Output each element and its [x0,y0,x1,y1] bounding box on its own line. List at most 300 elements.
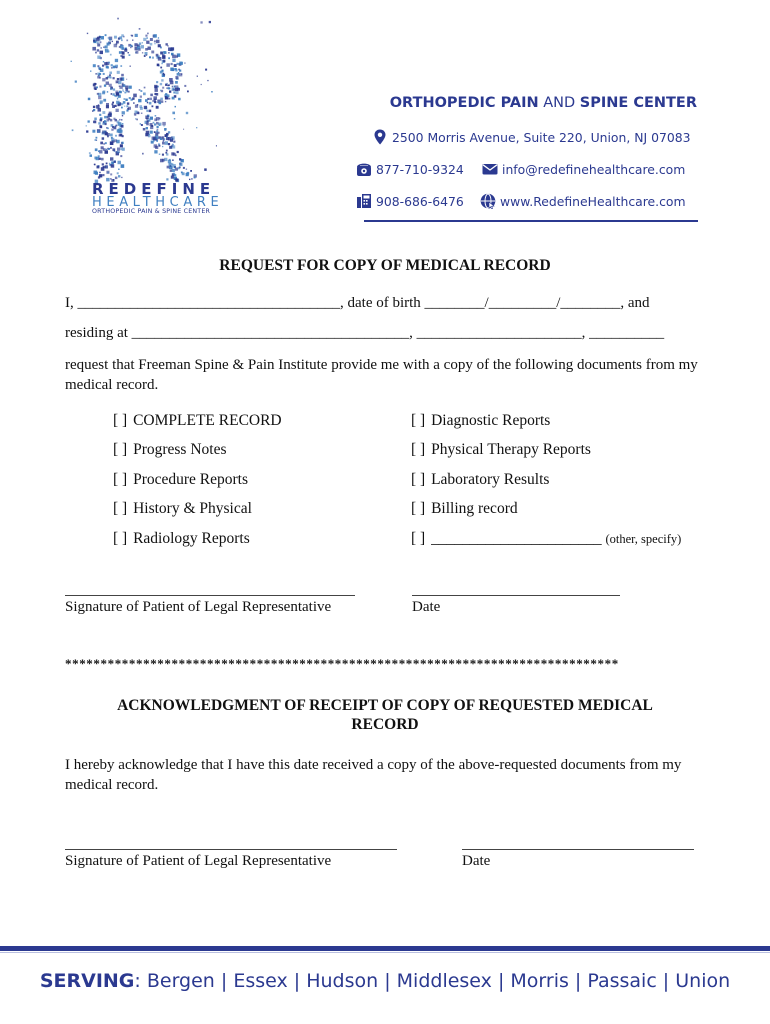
option-laboratory-results[interactable] [411,471,549,489]
logo-dot [162,122,166,126]
logo-dot [155,115,157,117]
logo-dot [95,139,97,141]
serving-label: SERVING [39,970,135,992]
logo-dot [120,45,124,49]
logo-dot [187,91,189,93]
logo-dot [110,119,113,122]
logo-dot [102,163,104,165]
logo-dot [110,88,112,90]
ack-date-line[interactable] [462,849,694,850]
option-physical-therapy-reports[interactable] [411,441,591,459]
logo-dot [105,142,107,144]
logo-dot [112,41,113,42]
logo-dot [153,140,155,142]
logo-dot [109,84,112,87]
logo-dot [138,99,141,102]
logo-dot [130,66,131,67]
logo-dot [134,113,137,116]
logo-dot [136,119,138,121]
brand-tagline: ORTHOPEDIC PAIN & SPINE CENTER [92,208,211,215]
logo-dot [146,123,149,126]
logo-dot [162,142,165,145]
logo-dot [121,125,124,128]
logo-dot [172,169,175,172]
logo-dot [106,82,109,85]
logo-dot [178,98,181,101]
logo-dot [150,126,153,129]
practice-title [355,95,697,111]
logo-dot [165,101,166,102]
logo-dot [149,56,151,58]
logo-dot [176,55,179,58]
header-divider [364,220,698,222]
logo-dot [171,138,172,139]
logo-dot [86,130,88,132]
logo-dot [117,78,119,80]
logo-dot [110,77,112,79]
website-link[interactable]: www.RedefineHealthcare.com [500,193,686,209]
logo-dot [150,98,153,101]
checkbox[interactable]: [ ] [113,530,128,547]
logo-dot [173,173,175,175]
logo-dot [158,37,159,38]
logo-dot [109,39,111,41]
logo-dot [144,55,146,57]
logo-dot [123,84,126,87]
logo-dot [124,106,125,107]
option-complete-record[interactable] [113,412,282,430]
service-areas [0,970,770,992]
logo-dot [172,145,175,148]
logo-dot [100,41,102,43]
logo-dot [158,124,159,125]
logo-dot [154,99,156,101]
logo-dot [116,41,119,44]
logo-dot [169,98,171,100]
logo-dot [121,164,125,168]
logo-dot [97,131,99,133]
logo-dot [152,57,154,59]
logo-dot [98,108,102,112]
logo-dot [168,160,171,163]
logo-dot [175,168,178,171]
logo-dot [140,90,142,92]
logo-dot [107,50,109,52]
logo-dot [98,96,101,99]
option-progress-notes[interactable] [113,441,227,459]
logo-dot [118,161,122,165]
request-paragraph: request that Freeman Spine & Pain Institute provide me with a copy of the following documents from my medical record. [65,357,698,393]
logo-dot [106,149,107,150]
logo-dot [106,166,107,167]
logo-dot [111,93,113,95]
logo-dot [116,125,118,127]
logo-dot [156,54,159,57]
envelope-icon [482,161,498,177]
website-row [480,193,686,209]
logo-dot [207,80,208,81]
logo-dot [160,71,163,74]
logo-dot [184,85,186,87]
logo-dot [172,144,173,145]
logo-dot [96,105,100,109]
logo-dot [123,101,126,104]
logo-dot [119,119,121,121]
logo-dot [173,91,175,93]
logo-dot [154,34,157,37]
option-diagnostic-reports[interactable] [411,412,550,430]
logo-dot [148,120,150,122]
option-other[interactable] [411,530,681,548]
logo-dot [99,172,101,174]
logo-dot [170,68,173,71]
logo-dot [125,48,127,50]
logo-dot [94,164,95,165]
logo-dot [72,129,74,131]
checkbox[interactable]: [ ] [411,412,426,429]
fax-icon [356,193,372,209]
logo-dot [120,148,121,149]
logo-dot [112,103,114,105]
logo-dot [99,125,101,127]
logo-dot [107,135,109,137]
logo-dot [165,141,169,145]
logo-dot [196,127,197,128]
logo-dot [124,92,126,94]
logo-dot [153,137,157,141]
logo-dot [99,114,101,116]
logo-dot [157,126,159,128]
logo-dot [114,139,117,142]
logo-dot [156,40,160,44]
logo-dot [100,100,103,103]
logo-dot [204,168,207,171]
serving-colon: : [134,970,147,992]
logo-dot [112,102,114,104]
logo-dot [140,107,143,110]
logo-dot [156,93,159,96]
logo-dot [93,106,95,108]
logo-dot [172,159,174,161]
logo-r-dots-icon [60,12,230,184]
logo-dot [110,54,112,56]
residence-line[interactable]: residing at _____________________________________, ______________________, __________ [65,325,665,341]
logo-dot [171,137,172,138]
logo-dot [115,119,118,122]
logo-dot [163,140,164,141]
logo-dot [115,135,117,137]
logo-dot [103,166,105,168]
logo-dot [111,164,113,166]
option-label: Physical Therapy Reports [431,441,591,458]
logo-dot [142,52,143,53]
logo-dot [97,44,100,47]
checkbox[interactable]: [ ] [411,500,426,517]
acknowledgment-paragraph: I hereby acknowledge that I have this date received a copy of the above-requested documents from my medical record. [65,757,682,793]
logo-dot [159,145,161,147]
logo-dot [146,118,148,120]
logo-dot [121,107,123,109]
logo-dot [117,148,120,151]
email-row [482,161,685,177]
option-label: History & Physical [133,500,252,517]
option-label: COMPLETE RECORD [133,412,282,429]
logo-dot [140,96,142,98]
option-radiology-reports[interactable] [113,530,250,548]
logo-dot [110,173,112,175]
logo-dot [168,57,170,59]
logo-dot [88,98,91,101]
logo-dot [110,157,113,160]
logo-dot [168,131,170,133]
logo-dot [137,112,139,114]
option-billing-record[interactable] [411,500,518,518]
logo-dot [167,94,170,97]
signature-line[interactable] [65,595,355,596]
logo-dot [100,142,103,145]
logo-dot [104,116,107,119]
checkbox[interactable]: [ ] [113,471,128,488]
logo-dot [175,69,177,71]
logo-dot [171,152,174,155]
logo-dot [95,73,97,75]
form-title: REQUEST FOR COPY OF MEDICAL RECORD [219,257,551,274]
acknowledgment-title-line2: RECORD [351,716,419,733]
logo-dot [94,118,97,121]
logo-dot [110,134,113,137]
logo-dot [119,36,122,39]
logo-dot [168,84,170,86]
logo-dot [118,169,120,171]
logo-dot [148,47,151,50]
logo-dot [211,91,213,93]
logo-dot [133,94,137,98]
logo-dot [141,113,143,115]
logo-dot [190,170,192,172]
fax-text: 908-686-6476 [376,193,464,209]
logo-dot [166,150,168,152]
logo-dot [102,137,105,140]
logo-dot [118,81,122,85]
logo-dot [133,102,135,104]
logo-dot [116,101,120,105]
logo-dot [209,21,211,23]
logo-dot [128,107,131,110]
logo-dot [99,86,101,88]
checkbox[interactable]: [ ] [113,412,128,429]
date-line[interactable] [412,595,620,596]
logo-dot [126,91,128,93]
email-link[interactable]: info@redefinehealthcare.com [502,161,686,177]
logo-dot [103,73,105,75]
logo-dot [132,40,133,41]
practice-title-part3: SPINE CENTER [579,95,697,111]
logo-dot [160,83,162,85]
logo-dot [170,170,172,172]
logo-dot [121,119,122,120]
checkbox[interactable]: [ ] [411,441,426,458]
logo-dot [96,157,99,160]
logo-dot [152,105,154,107]
logo-dot [107,119,110,122]
logo-dot [121,74,124,77]
logo-dot [135,34,138,37]
logo-dot [155,89,158,92]
logo-dot [98,150,100,152]
logo-dot [146,127,148,129]
logo-dot [197,76,198,77]
logo-dot [170,81,174,85]
logo-dot [175,76,178,79]
logo-dot [127,102,129,104]
logo-dot [113,77,115,79]
logo-dot [166,136,168,138]
other-specify-label: (other, specify) [605,532,682,546]
logo-dot [126,105,128,107]
logo-dot [122,111,125,114]
logo-dot [168,87,170,89]
logo-dot [149,102,152,105]
logo-dot [180,62,183,65]
logo-dot [154,150,157,153]
logo-dot [119,134,121,136]
logo-dot [104,120,106,122]
logo-dot [135,118,136,119]
logo-dot [166,153,168,155]
logo-dot [102,65,104,67]
logo-dot [144,87,146,89]
ack-signature-line[interactable] [65,849,397,850]
address-text: 2500 Morris Avenue, Suite 220, Union, NJ 07083 [392,129,691,145]
logo-dot [139,43,141,45]
logo-dot [113,88,115,90]
logo-dot [117,120,120,123]
logo-dot [107,43,110,46]
logo-dot [104,131,106,133]
logo-dot [135,51,138,54]
logo-dot [130,45,132,47]
logo-dot [153,122,155,124]
logo-dot [145,35,147,37]
logo-dot [149,110,152,113]
logo-dot [93,121,94,122]
option-label: Billing record [431,500,518,517]
logo-dot [144,106,147,109]
logo-dot [103,99,106,102]
logo-dot [92,130,95,133]
logo-dot [106,103,109,106]
logo-dot [150,117,153,120]
logo-dot [183,167,185,169]
logo-dot [99,174,102,177]
logo-dot [93,64,96,67]
option-procedure-reports[interactable] [113,471,248,489]
logo-dot [125,99,127,101]
logo-dot [172,86,174,88]
logo-dot [172,97,175,100]
logo-dot [201,84,202,85]
logo-dot [129,97,131,99]
logo-dot [172,55,176,59]
logo-dot [168,52,170,54]
logo-dot [175,81,178,84]
logo-dot [122,123,124,125]
logo-dot [99,36,101,38]
logo-dot [156,106,159,109]
logo-dot [142,42,143,43]
section-divider: ****************************************************************************** [65,656,619,671]
logo-dot [150,131,153,134]
other-specify-field[interactable]: ______________________ [431,530,602,547]
checkbox[interactable]: [ ] [411,530,426,547]
logo-dot [150,123,153,126]
practice-title-part1: ORTHOPEDIC PAIN [389,95,539,111]
logo-dot [115,59,118,62]
logo-dot [108,148,110,150]
logo-dot [160,98,163,101]
logo-dot [122,52,125,55]
logo-dot [162,87,164,89]
date-label: Date [412,599,441,615]
logo-dot [160,159,164,163]
logo-dot [160,67,162,69]
logo-dot [172,164,176,168]
checkbox[interactable]: [ ] [113,441,128,458]
option-history-physical[interactable] [113,500,252,518]
patient-name-dob-line[interactable]: I, ___________________________________, date of birth ________/_________/________, and [65,295,650,311]
phone-text[interactable]: 877-710-9324 [376,161,464,177]
logo-dot [143,93,146,96]
logo-dot [159,154,161,156]
logo-dot [169,91,171,93]
logo-dot [124,98,126,100]
logo-dot [106,66,108,68]
serving-counties: Bergen | Essex | Hudson | Middlesex | Morris | Passaic | Union [146,970,731,992]
logo-dot [174,118,176,120]
logo-dot [129,54,131,56]
logo-dot [143,38,146,41]
logo-dot [131,99,133,101]
logo-dot [168,137,172,141]
logo-dot [109,74,111,76]
logo-dot [118,175,120,177]
logo-dot [86,125,87,126]
logo-dot [75,81,77,83]
logo-dot [99,77,101,79]
logo-dot [71,61,72,62]
logo-dot [168,47,172,51]
logo-dot [150,38,153,41]
logo-dot [97,166,100,169]
logo-dot [122,148,125,151]
logo-dot [126,40,128,42]
logo-dot [114,161,116,163]
logo-dot [177,151,179,153]
logo-dot [111,129,113,131]
option-label: Diagnostic Reports [431,412,551,429]
logo-dot [162,154,164,156]
logo-dot [146,110,148,112]
logo-dot [96,38,100,42]
logo-dot [116,109,119,112]
logo-dot [96,41,97,42]
checkbox[interactable]: [ ] [113,500,128,517]
checkbox[interactable]: [ ] [411,471,426,488]
logo-dot [126,79,127,80]
logo-dot [141,124,143,126]
logo-dot [105,34,107,36]
logo-dot [98,122,100,124]
